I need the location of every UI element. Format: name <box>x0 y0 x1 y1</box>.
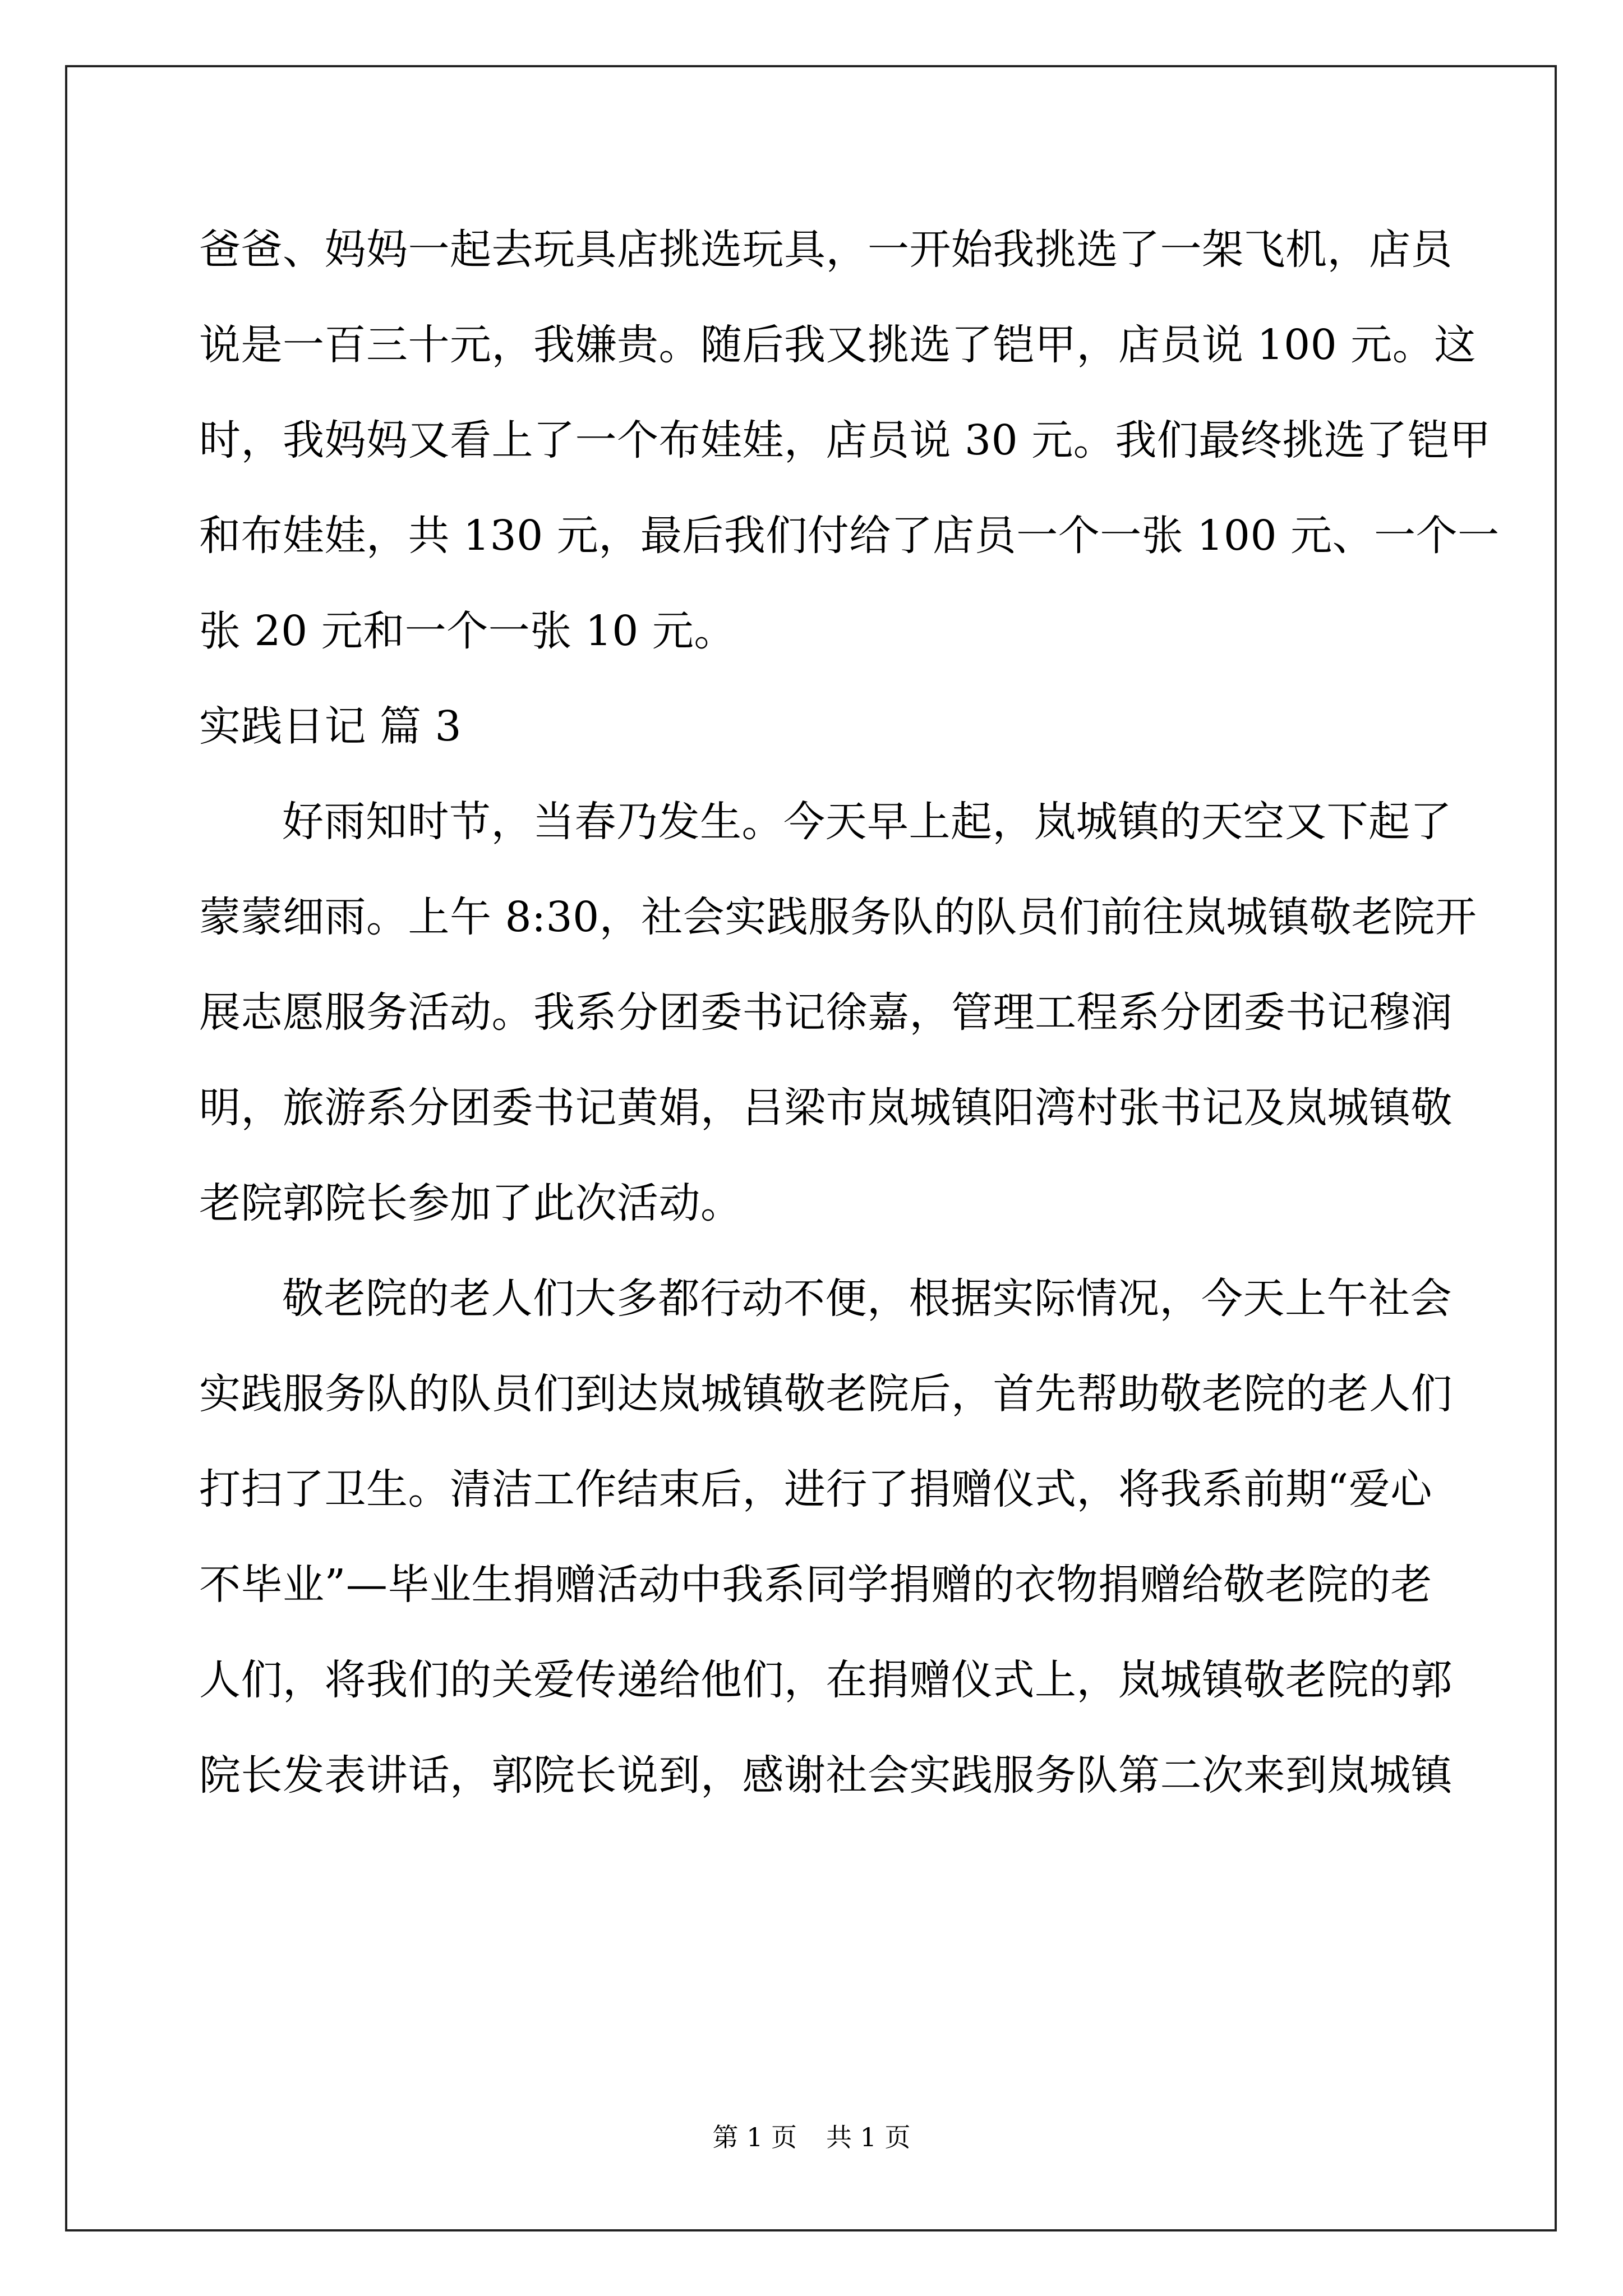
page-number: 第 1 页 <box>712 2122 797 2152</box>
paragraph-line: 实践服务队的队员们到达岚城镇敬老院后，首先帮助敬老院的老人们 <box>199 1370 1453 1418</box>
paragraph-line: 不毕业”—毕业生捐赠活动中我系同学捐赠的衣物捐赠给敬老院的老 <box>199 1561 1432 1609</box>
paragraph-line: 打扫了卫生。清洁工作结束后，进行了捐赠仪式，将我系前期“爱心 <box>199 1465 1432 1513</box>
paragraph-line: 爸爸、妈妈一起去玩具店挑选玩具，一开始我挑选了一架飞机，店员 <box>199 226 1453 274</box>
document-body <box>199 202 1500 1823</box>
paragraph-line: 院长发表讲话，郭院长说到，感谢社会实践服务队第二次来到岚城镇 <box>199 1751 1453 1800</box>
paragraph-line: 张 20 元和一个一张 10 元。 <box>199 607 736 655</box>
paragraph-line: 好雨知时节，当春乃发生。今天早上起，岚城镇的天空又下起了 <box>282 798 1452 846</box>
paragraph-line: 明，旅游系分团委书记黄娟，吕梁市岚城镇阳湾村张书记及岚城镇敬 <box>199 1084 1453 1132</box>
paragraph-line: 人们，将我们的关爱传递给他们，在捐赠仪式上，岚城镇敬老院的郭 <box>199 1656 1453 1704</box>
page-footer <box>0 2120 1623 2154</box>
paragraph-line: 老院郭院长参加了此次活动。 <box>199 1179 743 1227</box>
section-heading: 实践日记 篇 3 <box>199 702 462 751</box>
paragraph-line: 敬老院的老人们大多都行动不便，根据实际情况，今天上午社会 <box>282 1274 1452 1323</box>
paragraph-line: 时，我妈妈又看上了一个布娃娃，店员说 30 元。我们最终挑选了铠甲 <box>199 416 1491 464</box>
paragraph-line: 和布娃娃，共 130 元，最后我们付给了店员一个一张 100 元、一个一 <box>199 512 1500 560</box>
paragraph-line: 展志愿服务活动。我系分团委书记徐嘉，管理工程系分团委书记穆润 <box>199 988 1453 1037</box>
page-total: 共 1 页 <box>826 2122 911 2152</box>
paragraph-line: 蒙蒙细雨。上午 8:30，社会实践服务队的队员们前往岚城镇敬老院开 <box>199 893 1477 941</box>
paragraph-line: 说是一百三十元，我嫌贵。随后我又挑选了铠甲，店员说 100 元。这 <box>199 321 1476 369</box>
